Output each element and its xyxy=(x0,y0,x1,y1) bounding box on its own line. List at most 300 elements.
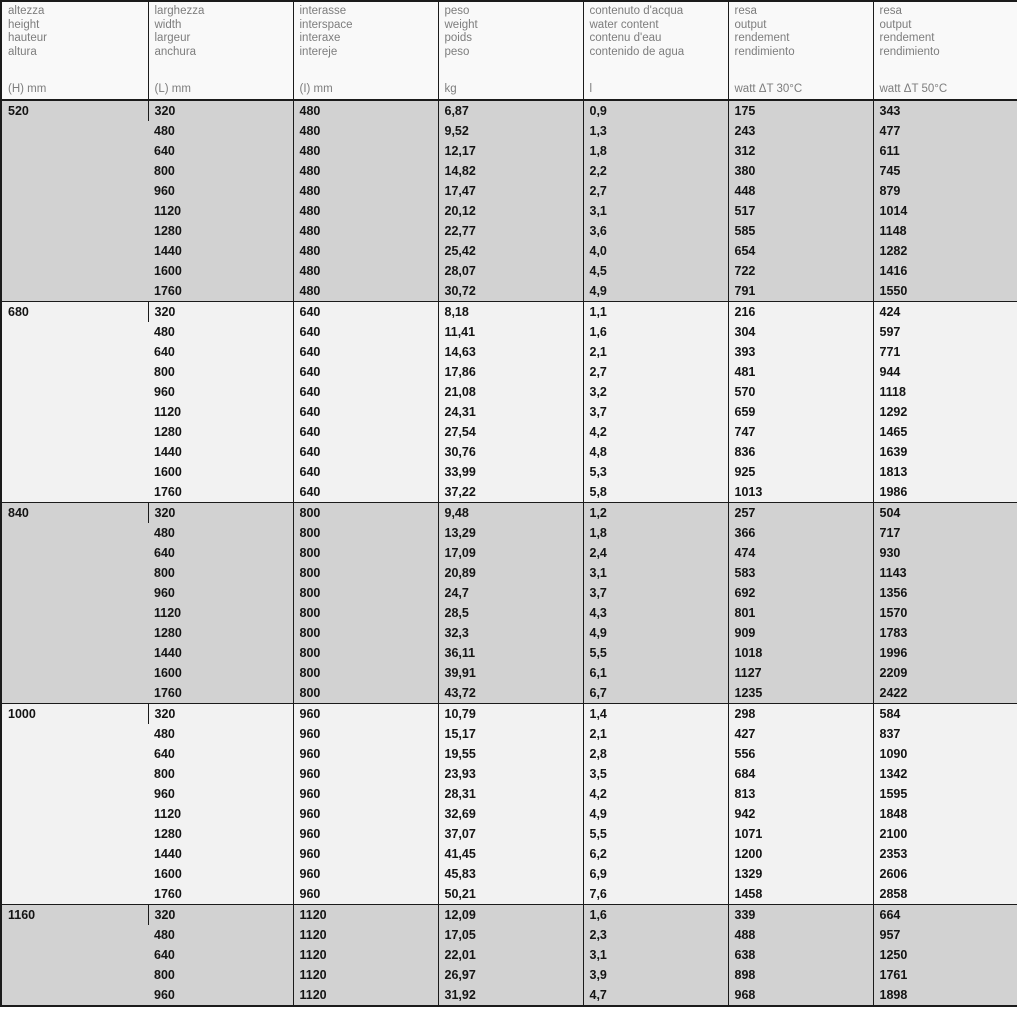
cell-width: 480 xyxy=(148,121,293,141)
column-header-output_dt30 xyxy=(728,1,873,100)
cell-width: 1600 xyxy=(148,663,293,683)
cell-weight: 28,07 xyxy=(438,261,583,281)
table-row xyxy=(1,683,1017,704)
cell-output_dt50: 1986 xyxy=(873,482,1017,503)
cell-output_dt30: 448 xyxy=(728,181,873,201)
cell-water_content: 1,6 xyxy=(583,905,728,926)
cell-interspace: 640 xyxy=(293,462,438,482)
cell-output_dt50: 1014 xyxy=(873,201,1017,221)
cell-output_dt30: 836 xyxy=(728,442,873,462)
cell-width: 480 xyxy=(148,523,293,543)
table-row xyxy=(1,784,1017,804)
cell-water_content: 1,8 xyxy=(583,141,728,161)
table-row xyxy=(1,905,1017,926)
cell-width: 320 xyxy=(148,503,293,524)
cell-interspace: 640 xyxy=(293,382,438,402)
header-label-line: anchura xyxy=(154,45,197,58)
cell-water_content: 4,7 xyxy=(583,985,728,1006)
cell-water_content: 3,1 xyxy=(583,201,728,221)
cell-height-group-label: 520 xyxy=(1,100,148,302)
header-label-line: interspace xyxy=(299,18,353,31)
cell-water_content: 2,7 xyxy=(583,181,728,201)
cell-output_dt50: 1282 xyxy=(873,241,1017,261)
cell-water_content: 4,9 xyxy=(583,623,728,643)
cell-weight: 30,76 xyxy=(438,442,583,462)
header-unit-label: watt ΔT 50°C xyxy=(879,82,948,95)
header-label-line: resa xyxy=(734,5,757,17)
cell-output_dt30: 638 xyxy=(728,945,873,965)
cell-width: 1440 xyxy=(148,844,293,864)
table-row xyxy=(1,503,1017,524)
table-row xyxy=(1,824,1017,844)
cell-interspace: 480 xyxy=(293,201,438,221)
column-header-labels xyxy=(735,5,873,97)
cell-width: 960 xyxy=(148,985,293,1006)
column-header-water_content xyxy=(583,1,728,100)
cell-output_dt30: 570 xyxy=(728,382,873,402)
cell-interspace: 480 xyxy=(293,161,438,181)
cell-interspace: 800 xyxy=(293,523,438,543)
cell-output_dt30: 925 xyxy=(728,462,873,482)
header-unit-label: l xyxy=(589,82,593,95)
column-header-output_dt50 xyxy=(873,1,1017,100)
cell-output_dt50: 2353 xyxy=(873,844,1017,864)
cell-output_dt50: 957 xyxy=(873,925,1017,945)
header-label-line: contenu d'eau xyxy=(589,32,662,44)
cell-output_dt50: 597 xyxy=(873,322,1017,342)
header-label-line: interaxe xyxy=(299,32,341,44)
cell-water_content: 2,3 xyxy=(583,925,728,945)
cell-interspace: 480 xyxy=(293,141,438,161)
cell-width: 1120 xyxy=(148,201,293,221)
cell-output_dt30: 801 xyxy=(728,603,873,623)
cell-weight: 8,18 xyxy=(438,302,583,323)
header-label-line: peso xyxy=(444,45,470,58)
table-row xyxy=(1,764,1017,784)
cell-interspace: 960 xyxy=(293,764,438,784)
cell-width: 1440 xyxy=(148,643,293,663)
cell-output_dt50: 664 xyxy=(873,905,1017,926)
cell-output_dt50: 930 xyxy=(873,543,1017,563)
header-label-line: rendimiento xyxy=(734,45,795,58)
cell-output_dt50: 611 xyxy=(873,141,1017,161)
cell-output_dt30: 1127 xyxy=(728,663,873,683)
cell-weight: 39,91 xyxy=(438,663,583,683)
spec-table-header xyxy=(1,1,1017,100)
cell-weight: 41,45 xyxy=(438,844,583,864)
cell-interspace: 800 xyxy=(293,503,438,524)
cell-height-group-label: 1160 xyxy=(1,905,148,1007)
cell-water_content: 4,2 xyxy=(583,422,728,442)
table-row xyxy=(1,382,1017,402)
header-label-line: rendement xyxy=(734,32,790,44)
table-row xyxy=(1,724,1017,744)
cell-output_dt50: 1639 xyxy=(873,442,1017,462)
table-row xyxy=(1,563,1017,583)
cell-output_dt50: 2100 xyxy=(873,824,1017,844)
cell-output_dt50: 1250 xyxy=(873,945,1017,965)
table-row xyxy=(1,281,1017,302)
cell-output_dt30: 216 xyxy=(728,302,873,323)
cell-water_content: 3,1 xyxy=(583,945,728,965)
cell-water_content: 3,7 xyxy=(583,583,728,603)
header-label-line: weight xyxy=(444,18,478,31)
table-row xyxy=(1,663,1017,683)
cell-weight: 45,83 xyxy=(438,864,583,884)
cell-width: 320 xyxy=(148,302,293,323)
cell-weight: 12,17 xyxy=(438,141,583,161)
table-row xyxy=(1,804,1017,824)
cell-interspace: 1120 xyxy=(293,985,438,1006)
table-row xyxy=(1,945,1017,965)
cell-interspace: 960 xyxy=(293,864,438,884)
cell-water_content: 4,0 xyxy=(583,241,728,261)
cell-interspace: 1120 xyxy=(293,905,438,926)
header-label-line: contenuto d'acqua xyxy=(589,5,684,17)
cell-interspace: 640 xyxy=(293,342,438,362)
cell-width: 320 xyxy=(148,100,293,121)
cell-water_content: 5,3 xyxy=(583,462,728,482)
header-label-line: rendement xyxy=(879,32,935,44)
cell-water_content: 6,9 xyxy=(583,864,728,884)
cell-weight: 32,3 xyxy=(438,623,583,643)
table-row xyxy=(1,704,1017,725)
cell-weight: 28,5 xyxy=(438,603,583,623)
cell-output_dt30: 654 xyxy=(728,241,873,261)
cell-output_dt30: 747 xyxy=(728,422,873,442)
header-label-line: contenido de agua xyxy=(589,45,685,58)
cell-output_dt30: 517 xyxy=(728,201,873,221)
cell-water_content: 1,2 xyxy=(583,503,728,524)
table-row xyxy=(1,241,1017,261)
cell-output_dt50: 771 xyxy=(873,342,1017,362)
cell-water_content: 1,4 xyxy=(583,704,728,725)
cell-interspace: 960 xyxy=(293,804,438,824)
cell-output_dt50: 1118 xyxy=(873,382,1017,402)
cell-output_dt30: 1329 xyxy=(728,864,873,884)
cell-water_content: 2,4 xyxy=(583,543,728,563)
cell-output_dt30: 942 xyxy=(728,804,873,824)
cell-water_content: 3,1 xyxy=(583,563,728,583)
cell-output_dt30: 1235 xyxy=(728,683,873,704)
cell-output_dt30: 898 xyxy=(728,965,873,985)
cell-water_content: 1,1 xyxy=(583,302,728,323)
cell-interspace: 640 xyxy=(293,422,438,442)
header-label-line: intereje xyxy=(299,45,338,58)
cell-output_dt50: 1813 xyxy=(873,462,1017,482)
cell-output_dt30: 481 xyxy=(728,362,873,382)
cell-weight: 25,42 xyxy=(438,241,583,261)
cell-output_dt30: 583 xyxy=(728,563,873,583)
table-row xyxy=(1,603,1017,623)
table-row xyxy=(1,744,1017,764)
header-label-line: hauteur xyxy=(8,32,48,44)
spec-table-body xyxy=(1,100,1017,1006)
cell-weight: 12,09 xyxy=(438,905,583,926)
cell-water_content: 1,8 xyxy=(583,523,728,543)
cell-output_dt30: 257 xyxy=(728,503,873,524)
cell-interspace: 480 xyxy=(293,281,438,302)
cell-interspace: 800 xyxy=(293,663,438,683)
header-label-line: height xyxy=(8,18,40,31)
cell-interspace: 640 xyxy=(293,302,438,323)
cell-output_dt50: 343 xyxy=(873,100,1017,121)
cell-weight: 32,69 xyxy=(438,804,583,824)
cell-width: 480 xyxy=(148,925,293,945)
cell-width: 1280 xyxy=(148,623,293,643)
cell-output_dt30: 1458 xyxy=(728,884,873,905)
cell-width: 480 xyxy=(148,322,293,342)
cell-water_content: 2,1 xyxy=(583,342,728,362)
cell-weight: 43,72 xyxy=(438,683,583,704)
table-row xyxy=(1,201,1017,221)
cell-output_dt50: 1570 xyxy=(873,603,1017,623)
cell-width: 1120 xyxy=(148,603,293,623)
cell-interspace: 800 xyxy=(293,563,438,583)
cell-water_content: 2,1 xyxy=(583,724,728,744)
table-row xyxy=(1,221,1017,241)
cell-interspace: 960 xyxy=(293,844,438,864)
header-label-line: largeur xyxy=(154,32,191,44)
header-label-line: width xyxy=(154,18,182,31)
cell-output_dt30: 1071 xyxy=(728,824,873,844)
cell-output_dt30: 366 xyxy=(728,523,873,543)
cell-width: 960 xyxy=(148,181,293,201)
cell-output_dt30: 585 xyxy=(728,221,873,241)
table-row xyxy=(1,523,1017,543)
cell-interspace: 480 xyxy=(293,221,438,241)
header-label-line: output xyxy=(734,18,767,31)
cell-water_content: 4,8 xyxy=(583,442,728,462)
cell-output_dt50: 1898 xyxy=(873,985,1017,1006)
cell-width: 1440 xyxy=(148,241,293,261)
cell-weight: 24,7 xyxy=(438,583,583,603)
cell-water_content: 1,6 xyxy=(583,322,728,342)
cell-interspace: 640 xyxy=(293,322,438,342)
cell-output_dt50: 1148 xyxy=(873,221,1017,241)
cell-output_dt50: 2422 xyxy=(873,683,1017,704)
cell-width: 1760 xyxy=(148,884,293,905)
cell-output_dt50: 477 xyxy=(873,121,1017,141)
table-row xyxy=(1,181,1017,201)
cell-output_dt30: 298 xyxy=(728,704,873,725)
cell-width: 1280 xyxy=(148,221,293,241)
cell-weight: 22,77 xyxy=(438,221,583,241)
header-unit-label: watt ΔT 30°C xyxy=(734,82,803,95)
cell-width: 320 xyxy=(148,905,293,926)
header-label-line: resa xyxy=(879,5,902,17)
cell-weight: 14,63 xyxy=(438,342,583,362)
table-row xyxy=(1,100,1017,121)
cell-width: 800 xyxy=(148,362,293,382)
cell-interspace: 960 xyxy=(293,884,438,905)
column-header-weight xyxy=(438,1,583,100)
cell-width: 640 xyxy=(148,543,293,563)
cell-interspace: 800 xyxy=(293,643,438,663)
cell-output_dt50: 2858 xyxy=(873,884,1017,905)
cell-weight: 17,47 xyxy=(438,181,583,201)
cell-output_dt50: 1550 xyxy=(873,281,1017,302)
cell-water_content: 4,9 xyxy=(583,281,728,302)
cell-height-group-label: 680 xyxy=(1,302,148,503)
cell-width: 1120 xyxy=(148,402,293,422)
cell-weight: 21,08 xyxy=(438,382,583,402)
table-row xyxy=(1,261,1017,281)
cell-water_content: 5,5 xyxy=(583,643,728,663)
cell-water_content: 5,5 xyxy=(583,824,728,844)
header-unit-label: (I) mm xyxy=(299,82,333,95)
cell-output_dt50: 584 xyxy=(873,704,1017,725)
cell-width: 1760 xyxy=(148,281,293,302)
table-row xyxy=(1,925,1017,945)
cell-water_content: 4,9 xyxy=(583,804,728,824)
cell-width: 960 xyxy=(148,382,293,402)
table-row xyxy=(1,422,1017,442)
header-label-line: interasse xyxy=(299,5,347,17)
cell-output_dt30: 692 xyxy=(728,583,873,603)
header-unit-label: (L) mm xyxy=(154,82,191,95)
cell-water_content: 3,6 xyxy=(583,221,728,241)
table-row xyxy=(1,161,1017,181)
header-label-line: peso xyxy=(444,5,470,17)
cell-output_dt50: 424 xyxy=(873,302,1017,323)
column-header-interspace xyxy=(293,1,438,100)
cell-output_dt30: 968 xyxy=(728,985,873,1006)
cell-water_content: 1,3 xyxy=(583,121,728,141)
cell-water_content: 2,2 xyxy=(583,161,728,181)
cell-water_content: 3,7 xyxy=(583,402,728,422)
cell-width: 1600 xyxy=(148,864,293,884)
cell-water_content: 7,6 xyxy=(583,884,728,905)
cell-weight: 20,89 xyxy=(438,563,583,583)
cell-weight: 22,01 xyxy=(438,945,583,965)
cell-weight: 10,79 xyxy=(438,704,583,725)
cell-weight: 6,87 xyxy=(438,100,583,121)
cell-interspace: 1120 xyxy=(293,945,438,965)
cell-width: 1120 xyxy=(148,804,293,824)
cell-interspace: 480 xyxy=(293,121,438,141)
cell-output_dt30: 380 xyxy=(728,161,873,181)
cell-weight: 17,86 xyxy=(438,362,583,382)
cell-width: 1760 xyxy=(148,482,293,503)
cell-interspace: 640 xyxy=(293,362,438,382)
cell-weight: 37,22 xyxy=(438,482,583,503)
cell-output_dt30: 304 xyxy=(728,322,873,342)
table-row xyxy=(1,884,1017,905)
table-row xyxy=(1,402,1017,422)
table-row xyxy=(1,864,1017,884)
cell-height-group-label: 840 xyxy=(1,503,148,704)
cell-width: 1280 xyxy=(148,824,293,844)
column-header-labels xyxy=(445,5,583,97)
cell-weight: 37,07 xyxy=(438,824,583,844)
cell-output_dt30: 1018 xyxy=(728,643,873,663)
cell-output_dt50: 2209 xyxy=(873,663,1017,683)
cell-weight: 11,41 xyxy=(438,322,583,342)
cell-width: 640 xyxy=(148,141,293,161)
header-label-line: output xyxy=(879,18,912,31)
header-label-line: altura xyxy=(8,45,37,58)
cell-output_dt50: 717 xyxy=(873,523,1017,543)
column-header-height xyxy=(1,1,148,100)
table-row xyxy=(1,643,1017,663)
cell-interspace: 800 xyxy=(293,603,438,623)
cell-output_dt30: 556 xyxy=(728,744,873,764)
cell-output_dt30: 312 xyxy=(728,141,873,161)
header-label-line: altezza xyxy=(8,5,45,17)
cell-water_content: 6,1 xyxy=(583,663,728,683)
cell-weight: 28,31 xyxy=(438,784,583,804)
cell-width: 640 xyxy=(148,744,293,764)
cell-width: 1440 xyxy=(148,442,293,462)
cell-output_dt50: 1356 xyxy=(873,583,1017,603)
cell-width: 1280 xyxy=(148,422,293,442)
header-unit-label: (H) mm xyxy=(8,82,47,95)
cell-water_content: 4,2 xyxy=(583,784,728,804)
cell-interspace: 640 xyxy=(293,482,438,503)
cell-water_content: 0,9 xyxy=(583,100,728,121)
cell-interspace: 960 xyxy=(293,724,438,744)
cell-interspace: 800 xyxy=(293,583,438,603)
cell-water_content: 3,9 xyxy=(583,965,728,985)
cell-width: 640 xyxy=(148,945,293,965)
cell-water_content: 6,2 xyxy=(583,844,728,864)
cell-water_content: 5,8 xyxy=(583,482,728,503)
table-row xyxy=(1,141,1017,161)
table-row xyxy=(1,121,1017,141)
cell-width: 960 xyxy=(148,784,293,804)
cell-output_dt30: 659 xyxy=(728,402,873,422)
table-row xyxy=(1,965,1017,985)
cell-weight: 31,92 xyxy=(438,985,583,1006)
cell-output_dt50: 1848 xyxy=(873,804,1017,824)
cell-weight: 15,17 xyxy=(438,724,583,744)
cell-interspace: 1120 xyxy=(293,965,438,985)
cell-output_dt50: 1996 xyxy=(873,643,1017,663)
cell-interspace: 960 xyxy=(293,784,438,804)
table-row xyxy=(1,583,1017,603)
cell-interspace: 960 xyxy=(293,704,438,725)
cell-width: 1600 xyxy=(148,261,293,281)
cell-width: 800 xyxy=(148,161,293,181)
cell-width: 1760 xyxy=(148,683,293,704)
cell-weight: 14,82 xyxy=(438,161,583,181)
table-row xyxy=(1,543,1017,563)
cell-interspace: 480 xyxy=(293,261,438,281)
cell-output_dt50: 1595 xyxy=(873,784,1017,804)
cell-output_dt30: 427 xyxy=(728,724,873,744)
cell-weight: 13,29 xyxy=(438,523,583,543)
cell-output_dt30: 243 xyxy=(728,121,873,141)
cell-interspace: 1120 xyxy=(293,925,438,945)
cell-output_dt50: 1416 xyxy=(873,261,1017,281)
cell-output_dt30: 722 xyxy=(728,261,873,281)
header-label-line: larghezza xyxy=(154,5,205,17)
cell-interspace: 480 xyxy=(293,241,438,261)
cell-interspace: 960 xyxy=(293,744,438,764)
table-row xyxy=(1,362,1017,382)
cell-water_content: 3,2 xyxy=(583,382,728,402)
cell-water_content: 2,7 xyxy=(583,362,728,382)
cell-width: 640 xyxy=(148,342,293,362)
cell-output_dt30: 393 xyxy=(728,342,873,362)
table-row xyxy=(1,985,1017,1006)
cell-interspace: 480 xyxy=(293,100,438,121)
cell-output_dt50: 944 xyxy=(873,362,1017,382)
cell-output_dt50: 745 xyxy=(873,161,1017,181)
cell-output_dt50: 2606 xyxy=(873,864,1017,884)
cell-output_dt50: 1342 xyxy=(873,764,1017,784)
